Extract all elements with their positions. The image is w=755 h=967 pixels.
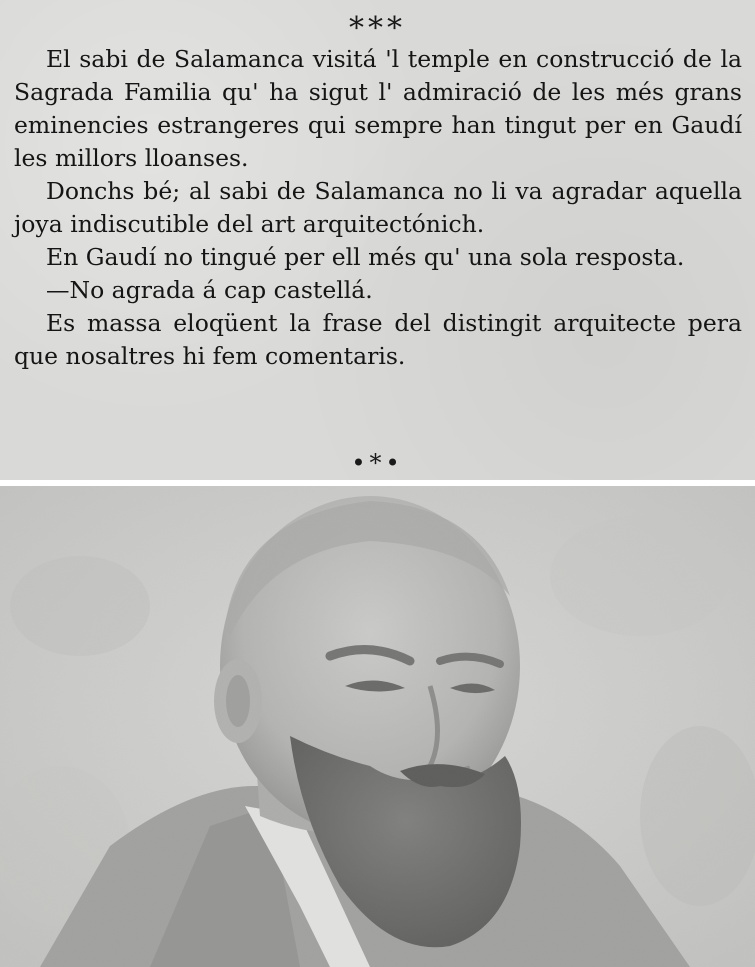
paragraph-3: En Gaudí no tingué per ell més qu' una sola resposta. <box>46 243 685 271</box>
ornament-top: *** <box>349 11 406 46</box>
ornament-bottom: •*• <box>351 449 404 477</box>
portrait-illustration <box>0 486 755 967</box>
article-text <box>14 43 742 373</box>
newspaper-clipping <box>0 0 755 480</box>
paragraph-1: El sabi de Salamanca visitá 'l temple en construcció de la Sagrada Familia qu' ha sigut l' admiració de les més grans eminencies estrangeres qui sempre han tingut per en Gaudí les millors lloanses. <box>14 45 742 172</box>
paragraph-2: Donchs bé; al sabi de Salamanca no li va agradar aquella joya indiscutible del art arquitectónich. <box>14 177 742 238</box>
paragraph-5: Es massa eloqüent la frase del distingit arquitecte pera que nosaltres hi fem comentaris. <box>14 309 742 370</box>
portrait-photo <box>0 486 755 967</box>
paragraph-4: —No agrada á cap castellá. <box>46 276 373 304</box>
